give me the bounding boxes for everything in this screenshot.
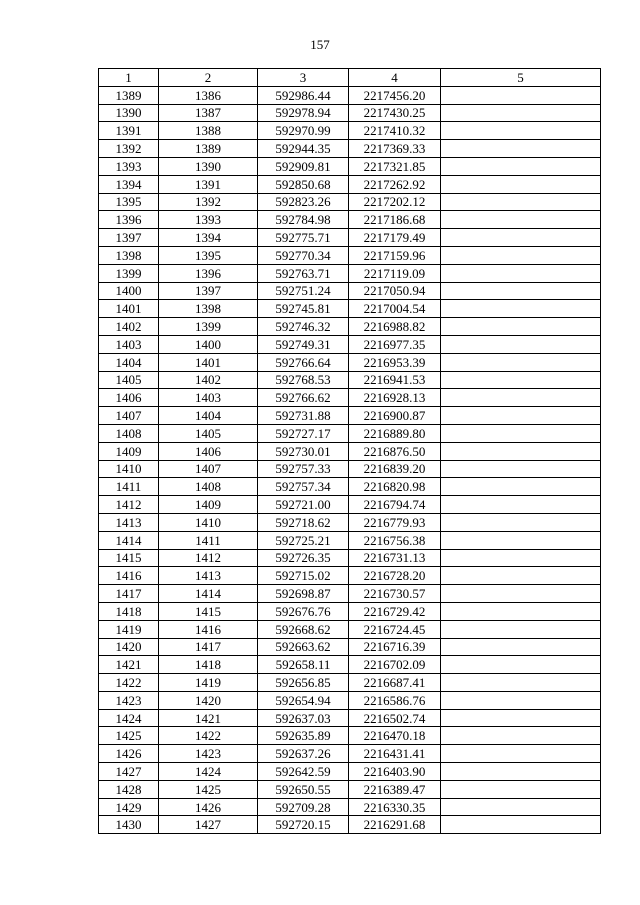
table-row <box>99 549 601 567</box>
table-cell-col-5 <box>441 407 601 425</box>
column-header-4: 4 <box>349 69 441 87</box>
table-cell-col-4: 2216941.53 <box>349 371 441 389</box>
table-cell-col-2: 1425 <box>159 780 258 798</box>
table-row <box>99 531 601 549</box>
table-cell-col-5 <box>441 798 601 816</box>
table-cell-col-5 <box>441 157 601 175</box>
table-cell-col-2: 1414 <box>159 585 258 603</box>
table-cell-col-2: 1424 <box>159 763 258 781</box>
table-cell-col-4: 2217159.96 <box>349 246 441 264</box>
table-cell-col-1: 1395 <box>99 193 159 211</box>
table-cell-col-4: 2217179.49 <box>349 229 441 247</box>
table-cell-col-3: 592715.02 <box>258 567 349 585</box>
table-cell-col-3: 592749.31 <box>258 335 349 353</box>
table-cell-col-3: 592663.62 <box>258 638 349 656</box>
table-cell-col-2: 1411 <box>159 531 258 549</box>
table-cell-col-3: 592986.44 <box>258 86 349 104</box>
table-cell-col-2: 1386 <box>159 86 258 104</box>
table-cell-col-1: 1394 <box>99 175 159 193</box>
table-cell-col-3: 592766.64 <box>258 353 349 371</box>
table-cell-col-1: 1419 <box>99 620 159 638</box>
table-cell-col-4: 2216730.57 <box>349 585 441 603</box>
table-cell-col-2: 1403 <box>159 389 258 407</box>
table-cell-col-1: 1410 <box>99 460 159 478</box>
table-cell-col-4: 2216724.45 <box>349 620 441 638</box>
table-cell-col-5 <box>441 496 601 514</box>
table-cell-col-5 <box>441 602 601 620</box>
table-cell-col-3: 592727.17 <box>258 424 349 442</box>
table-cell-col-2: 1400 <box>159 335 258 353</box>
table-cell-col-3: 592766.62 <box>258 389 349 407</box>
table-cell-col-1: 1429 <box>99 798 159 816</box>
table-row <box>99 798 601 816</box>
table-cell-col-2: 1413 <box>159 567 258 585</box>
column-header-1: 1 <box>99 69 159 87</box>
table-cell-col-4: 2217410.32 <box>349 122 441 140</box>
table-row <box>99 638 601 656</box>
table-cell-col-4: 2216977.35 <box>349 335 441 353</box>
table-cell-col-3: 592725.21 <box>258 531 349 549</box>
table-cell-col-1: 1414 <box>99 531 159 549</box>
table-cell-col-1: 1399 <box>99 264 159 282</box>
table-cell-col-1: 1390 <box>99 104 159 122</box>
table-cell-col-2: 1393 <box>159 211 258 229</box>
table-cell-col-5 <box>441 674 601 692</box>
table-cell-col-2: 1392 <box>159 193 258 211</box>
table-cell-col-5 <box>441 353 601 371</box>
table-cell-col-2: 1389 <box>159 140 258 158</box>
table-cell-col-4: 2216330.35 <box>349 798 441 816</box>
table-cell-col-5 <box>441 104 601 122</box>
table-row <box>99 585 601 603</box>
table-cell-col-4: 2216820.98 <box>349 478 441 496</box>
table-row <box>99 335 601 353</box>
table-cell-col-5 <box>441 389 601 407</box>
table-cell-col-2: 1410 <box>159 513 258 531</box>
table-cell-col-3: 592731.88 <box>258 407 349 425</box>
table-cell-col-4: 2216716.39 <box>349 638 441 656</box>
table-cell-col-3: 592970.99 <box>258 122 349 140</box>
table-cell-col-4: 2216876.50 <box>349 442 441 460</box>
table-cell-col-3: 592637.26 <box>258 745 349 763</box>
table-row <box>99 407 601 425</box>
table-cell-col-4: 2216731.13 <box>349 549 441 567</box>
table-row <box>99 157 601 175</box>
table-cell-col-3: 592637.03 <box>258 709 349 727</box>
table-cell-col-1: 1409 <box>99 442 159 460</box>
table-cell-col-4: 2217321.85 <box>349 157 441 175</box>
table-cell-col-3: 592698.87 <box>258 585 349 603</box>
table-cell-col-2: 1421 <box>159 709 258 727</box>
table-cell-col-4: 2216953.39 <box>349 353 441 371</box>
column-header-2: 2 <box>159 69 258 87</box>
table-cell-col-4: 2216729.42 <box>349 602 441 620</box>
table-cell-col-3: 592775.71 <box>258 229 349 247</box>
table-cell-col-1: 1416 <box>99 567 159 585</box>
table-cell-col-1: 1423 <box>99 691 159 709</box>
table-cell-col-4: 2217369.33 <box>349 140 441 158</box>
table-cell-col-5 <box>441 246 601 264</box>
table-row <box>99 246 601 264</box>
table-cell-col-2: 1427 <box>159 816 258 834</box>
table-cell-col-4: 2217430.25 <box>349 104 441 122</box>
table-row <box>99 193 601 211</box>
table-cell-col-2: 1401 <box>159 353 258 371</box>
table-row <box>99 745 601 763</box>
table-cell-col-4: 2216779.93 <box>349 513 441 531</box>
table-row <box>99 674 601 692</box>
table-cell-col-3: 592654.94 <box>258 691 349 709</box>
table-row <box>99 727 601 745</box>
table-cell-col-5 <box>441 424 601 442</box>
table-cell-col-1: 1418 <box>99 602 159 620</box>
table-row <box>99 122 601 140</box>
table-cell-col-2: 1423 <box>159 745 258 763</box>
table-cell-col-3: 592746.32 <box>258 318 349 336</box>
table-cell-col-1: 1422 <box>99 674 159 692</box>
table-cell-col-5 <box>441 122 601 140</box>
table-cell-col-2: 1395 <box>159 246 258 264</box>
table-cell-col-1: 1415 <box>99 549 159 567</box>
table-cell-col-5 <box>441 549 601 567</box>
table-cell-col-2: 1406 <box>159 442 258 460</box>
table-row <box>99 460 601 478</box>
table-cell-col-4: 2216889.80 <box>349 424 441 442</box>
table-cell-col-5 <box>441 727 601 745</box>
table-row <box>99 691 601 709</box>
table-cell-col-1: 1393 <box>99 157 159 175</box>
table-cell-col-5 <box>441 691 601 709</box>
table-cell-col-5 <box>441 264 601 282</box>
table-cell-col-2: 1408 <box>159 478 258 496</box>
table-cell-col-1: 1402 <box>99 318 159 336</box>
table-cell-col-3: 592650.55 <box>258 780 349 798</box>
table-cell-col-4: 2216389.47 <box>349 780 441 798</box>
table-cell-col-4: 2217456.20 <box>349 86 441 104</box>
table-cell-col-3: 592784.98 <box>258 211 349 229</box>
table-cell-col-4: 2216291.68 <box>349 816 441 834</box>
table-cell-col-5 <box>441 371 601 389</box>
table-cell-col-2: 1402 <box>159 371 258 389</box>
table-cell-col-2: 1397 <box>159 282 258 300</box>
table-cell-col-3: 592709.28 <box>258 798 349 816</box>
table-cell-col-2: 1394 <box>159 229 258 247</box>
table-cell-col-2: 1426 <box>159 798 258 816</box>
table-row <box>99 86 601 104</box>
table-cell-col-2: 1418 <box>159 656 258 674</box>
table-cell-col-3: 592642.59 <box>258 763 349 781</box>
table-cell-col-4: 2216470.18 <box>349 727 441 745</box>
table-cell-col-3: 592676.76 <box>258 602 349 620</box>
table-header <box>99 69 601 87</box>
table-cell-col-2: 1387 <box>159 104 258 122</box>
table-cell-col-5 <box>441 513 601 531</box>
table-cell-col-4: 2217262.92 <box>349 175 441 193</box>
table-cell-col-3: 592726.35 <box>258 549 349 567</box>
table-cell-col-5 <box>441 620 601 638</box>
table-cell-col-3: 592757.33 <box>258 460 349 478</box>
table-cell-col-2: 1391 <box>159 175 258 193</box>
table-cell-col-1: 1401 <box>99 300 159 318</box>
table-cell-col-2: 1416 <box>159 620 258 638</box>
table-cell-col-1: 1397 <box>99 229 159 247</box>
table-row <box>99 567 601 585</box>
table-cell-col-4: 2217004.54 <box>349 300 441 318</box>
table-cell-col-4: 2217050.94 <box>349 282 441 300</box>
table-cell-col-1: 1413 <box>99 513 159 531</box>
table-cell-col-1: 1424 <box>99 709 159 727</box>
table-cell-col-4: 2217186.68 <box>349 211 441 229</box>
table-cell-col-3: 592944.35 <box>258 140 349 158</box>
table-cell-col-1: 1408 <box>99 424 159 442</box>
table-cell-col-5 <box>441 282 601 300</box>
table-cell-col-2: 1407 <box>159 460 258 478</box>
table-cell-col-3: 592635.89 <box>258 727 349 745</box>
table-cell-col-2: 1422 <box>159 727 258 745</box>
page-number: 157 <box>310 37 330 52</box>
table-cell-col-2: 1396 <box>159 264 258 282</box>
table-cell-col-4: 2216502.74 <box>349 709 441 727</box>
table-cell-col-4: 2216988.82 <box>349 318 441 336</box>
table-cell-col-1: 1396 <box>99 211 159 229</box>
table-cell-col-3: 592721.00 <box>258 496 349 514</box>
table-cell-col-1: 1405 <box>99 371 159 389</box>
table-row <box>99 513 601 531</box>
table-cell-col-1: 1400 <box>99 282 159 300</box>
table-cell-col-5 <box>441 460 601 478</box>
table-cell-col-3: 592745.81 <box>258 300 349 318</box>
table-cell-col-5 <box>441 656 601 674</box>
table-cell-col-1: 1430 <box>99 816 159 834</box>
table-cell-col-4: 2216928.13 <box>349 389 441 407</box>
table-row <box>99 389 601 407</box>
table-cell-col-5 <box>441 335 601 353</box>
table-cell-col-2: 1405 <box>159 424 258 442</box>
table-cell-col-1: 1428 <box>99 780 159 798</box>
table-cell-col-2: 1415 <box>159 602 258 620</box>
table-cell-col-2: 1420 <box>159 691 258 709</box>
table-row <box>99 300 601 318</box>
coordinates-table <box>98 68 601 834</box>
table-cell-col-5 <box>441 318 601 336</box>
table-row <box>99 478 601 496</box>
table-cell-col-5 <box>441 745 601 763</box>
table-cell-col-4: 2216900.87 <box>349 407 441 425</box>
table-cell-col-3: 592909.81 <box>258 157 349 175</box>
table-row <box>99 602 601 620</box>
table-cell-col-1: 1417 <box>99 585 159 603</box>
table-cell-col-5 <box>441 140 601 158</box>
table-row <box>99 318 601 336</box>
table-cell-col-5 <box>441 531 601 549</box>
table-cell-col-1: 1427 <box>99 763 159 781</box>
table-row <box>99 264 601 282</box>
table-cell-col-5 <box>441 763 601 781</box>
table-cell-col-3: 592823.26 <box>258 193 349 211</box>
table-cell-col-2: 1388 <box>159 122 258 140</box>
table-cell-col-5 <box>441 211 601 229</box>
table-cell-col-1: 1420 <box>99 638 159 656</box>
table-cell-col-5 <box>441 638 601 656</box>
table-cell-col-1: 1398 <box>99 246 159 264</box>
table-cell-col-1: 1404 <box>99 353 159 371</box>
table-row <box>99 371 601 389</box>
table-cell-col-2: 1390 <box>159 157 258 175</box>
table-cell-col-3: 592850.68 <box>258 175 349 193</box>
table-cell-col-3: 592978.94 <box>258 104 349 122</box>
table-cell-col-3: 592730.01 <box>258 442 349 460</box>
table-row <box>99 442 601 460</box>
table-cell-col-3: 592658.11 <box>258 656 349 674</box>
table-cell-col-3: 592668.62 <box>258 620 349 638</box>
column-header-3: 3 <box>258 69 349 87</box>
table-cell-col-2: 1398 <box>159 300 258 318</box>
table-row <box>99 620 601 638</box>
table-cell-col-5 <box>441 442 601 460</box>
table-cell-col-4: 2216702.09 <box>349 656 441 674</box>
table-cell-col-5 <box>441 780 601 798</box>
column-header-5: 5 <box>441 69 601 87</box>
table-cell-col-3: 592718.62 <box>258 513 349 531</box>
table-cell-col-1: 1426 <box>99 745 159 763</box>
table-cell-col-3: 592720.15 <box>258 816 349 834</box>
table-cell-col-5 <box>441 709 601 727</box>
table-cell-col-1: 1389 <box>99 86 159 104</box>
table-cell-col-2: 1409 <box>159 496 258 514</box>
table-cell-col-2: 1419 <box>159 674 258 692</box>
table-body <box>99 86 601 833</box>
table-cell-col-1: 1407 <box>99 407 159 425</box>
table-row <box>99 709 601 727</box>
table-row <box>99 780 601 798</box>
table-cell-col-2: 1404 <box>159 407 258 425</box>
table-cell-col-1: 1406 <box>99 389 159 407</box>
table-cell-col-5 <box>441 816 601 834</box>
table-cell-col-1: 1421 <box>99 656 159 674</box>
table-cell-col-5 <box>441 478 601 496</box>
table-cell-col-3: 592768.53 <box>258 371 349 389</box>
table-row <box>99 175 601 193</box>
table-row <box>99 282 601 300</box>
table-cell-col-4: 2217202.12 <box>349 193 441 211</box>
table-cell-col-1: 1403 <box>99 335 159 353</box>
table-row <box>99 816 601 834</box>
table-cell-col-4: 2216794.74 <box>349 496 441 514</box>
table-row <box>99 496 601 514</box>
table-row <box>99 424 601 442</box>
table-cell-col-4: 2217119.09 <box>349 264 441 282</box>
table-cell-col-3: 592656.85 <box>258 674 349 692</box>
table-cell-col-5 <box>441 86 601 104</box>
table-cell-col-5 <box>441 567 601 585</box>
table-cell-col-2: 1417 <box>159 638 258 656</box>
table-cell-col-3: 592763.71 <box>258 264 349 282</box>
table-cell-col-2: 1399 <box>159 318 258 336</box>
table-row <box>99 229 601 247</box>
table-cell-col-3: 592770.34 <box>258 246 349 264</box>
table-cell-col-2: 1412 <box>159 549 258 567</box>
table-row <box>99 211 601 229</box>
table-cell-col-4: 2216728.20 <box>349 567 441 585</box>
header-row <box>99 69 601 87</box>
table-row <box>99 140 601 158</box>
table-cell-col-1: 1392 <box>99 140 159 158</box>
table-cell-col-1: 1412 <box>99 496 159 514</box>
table-row <box>99 104 601 122</box>
table-cell-col-5 <box>441 175 601 193</box>
table-cell-col-4: 2216839.20 <box>349 460 441 478</box>
table-cell-col-5 <box>441 585 601 603</box>
table-cell-col-1: 1425 <box>99 727 159 745</box>
table-cell-col-1: 1391 <box>99 122 159 140</box>
table-cell-col-5 <box>441 229 601 247</box>
table-cell-col-1: 1411 <box>99 478 159 496</box>
table-cell-col-4: 2216403.90 <box>349 763 441 781</box>
table-cell-col-4: 2216756.38 <box>349 531 441 549</box>
table-cell-col-3: 592751.24 <box>258 282 349 300</box>
table-cell-col-5 <box>441 193 601 211</box>
table-row <box>99 353 601 371</box>
table-cell-col-4: 2216586.76 <box>349 691 441 709</box>
table-row <box>99 656 601 674</box>
table-cell-col-3: 592757.34 <box>258 478 349 496</box>
table-cell-col-4: 2216687.41 <box>349 674 441 692</box>
table-cell-col-4: 2216431.41 <box>349 745 441 763</box>
table-row <box>99 763 601 781</box>
table-cell-col-5 <box>441 300 601 318</box>
